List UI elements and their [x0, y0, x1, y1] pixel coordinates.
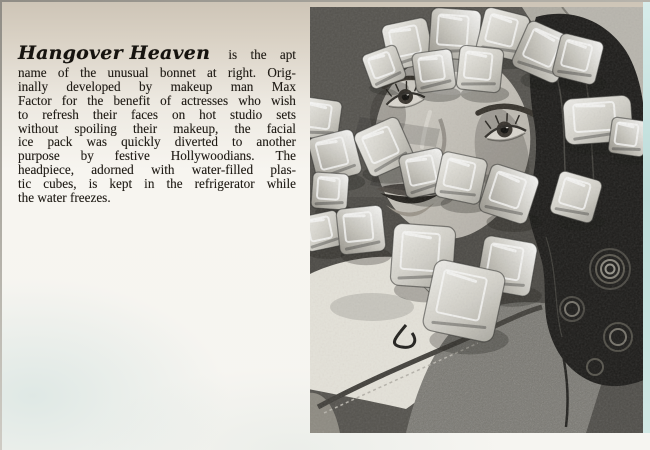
article-text — [18, 42, 296, 205]
article-line: without spoiling their makeup, the facial — [18, 120, 296, 136]
article-first-line — [18, 42, 296, 66]
photo-illustration — [310, 7, 645, 433]
article-line: name of the unusual bonnet at right. Orig- — [18, 65, 296, 80]
photo-ice-cube-bonnet — [310, 7, 645, 433]
article-word: is — [228, 47, 238, 62]
article-line: inally developed by makeup man Max — [18, 78, 296, 94]
article-line: headpiece, adorned with water-filled plas- — [18, 162, 296, 178]
article-line: purpose by festive Hollywoodians. The — [18, 148, 296, 164]
article-body — [18, 66, 296, 205]
article-word: the — [250, 47, 267, 62]
article-line: to refresh their faces on hot studio sets — [18, 106, 296, 122]
article-line: ice pack was quickly diverted to another — [18, 134, 296, 150]
article-word: apt — [279, 47, 296, 62]
article-title: Hangover Heaven — [18, 42, 211, 64]
article-line: Factor for the benefit of actresses who wish — [18, 92, 296, 108]
article-line: tic cubes, is kept in the refrigerator while — [18, 176, 296, 192]
scan-edge-strip — [643, 0, 650, 433]
article-line: the water freezes. — [18, 190, 111, 206]
